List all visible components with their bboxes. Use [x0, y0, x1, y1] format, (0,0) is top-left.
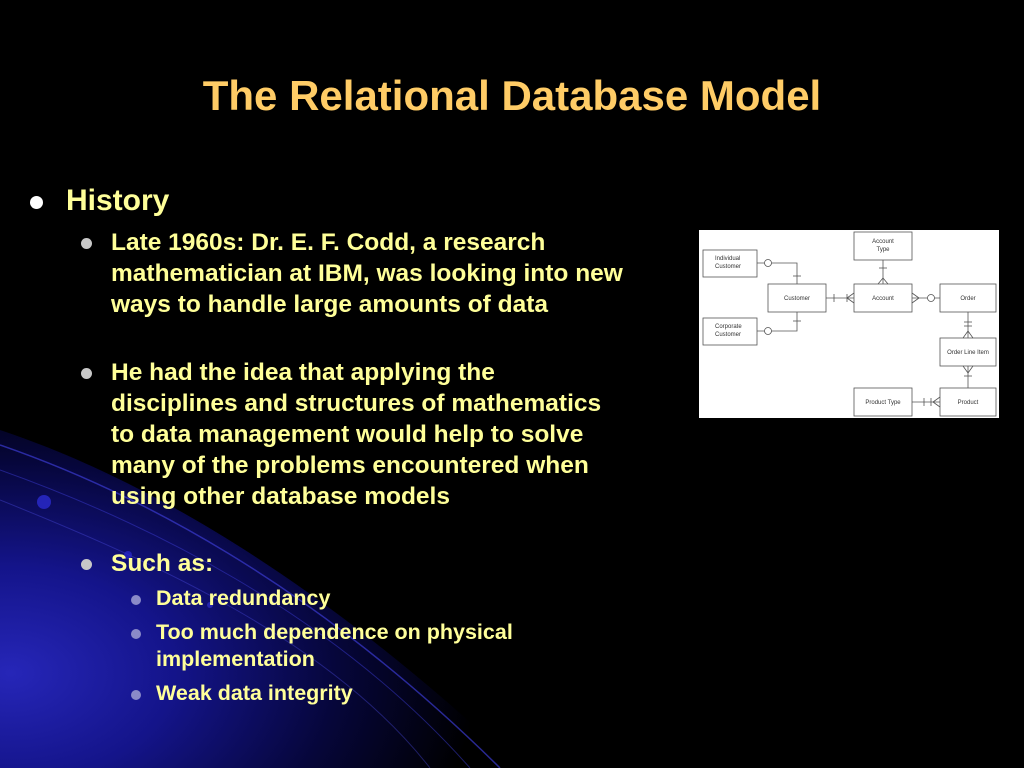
bullet-marker [81, 559, 92, 570]
bullet-history: History [66, 184, 170, 217]
sub-bullet-marker [131, 690, 141, 700]
label-order-line-item: Order Line Item [947, 350, 989, 356]
sub-bullet-integrity: Weak data integrity [156, 681, 353, 705]
entity-account-type [854, 232, 912, 260]
label-order: Order [960, 296, 976, 302]
sub-bullet-marker [131, 595, 141, 605]
bullet-marker [81, 238, 92, 249]
slide-title: The Relational Database Model [202, 72, 822, 119]
label-product-type: Product Type [865, 400, 901, 406]
bullet-idea: He had the idea that applying the disciplines and structures of mathematics to data management would help to solve many of the problems encountered when using other database models [111, 359, 602, 510]
label-customer: Customer [783, 296, 811, 302]
bullet-marker [81, 368, 92, 379]
bullet-such-as: Such as: [111, 550, 214, 577]
er-diagram [699, 230, 999, 418]
label-product: Product [957, 400, 979, 406]
sub-bullet-marker [131, 629, 141, 639]
sub-bullet-redundancy: Data redundancy [156, 586, 331, 610]
bullet-codd: Late 1960s: Dr. E. F. Codd, a research mathematician at IBM, was looking into new ways to handle large amounts of data [111, 229, 623, 318]
label-account: Account [872, 239, 894, 245]
label-customer-2: Customer [715, 332, 742, 338]
label-account-entity: Account [872, 296, 894, 302]
label-customer-1: Customer [715, 264, 742, 270]
bullet-marker [30, 196, 43, 209]
label-corporate: Corporate [715, 324, 742, 330]
label-type: Type [876, 247, 890, 253]
er-diagram-svg [699, 230, 999, 418]
label-individual: Individual [715, 256, 741, 262]
sub-bullet-dependence: Too much dependence on physical implementation [156, 620, 513, 671]
